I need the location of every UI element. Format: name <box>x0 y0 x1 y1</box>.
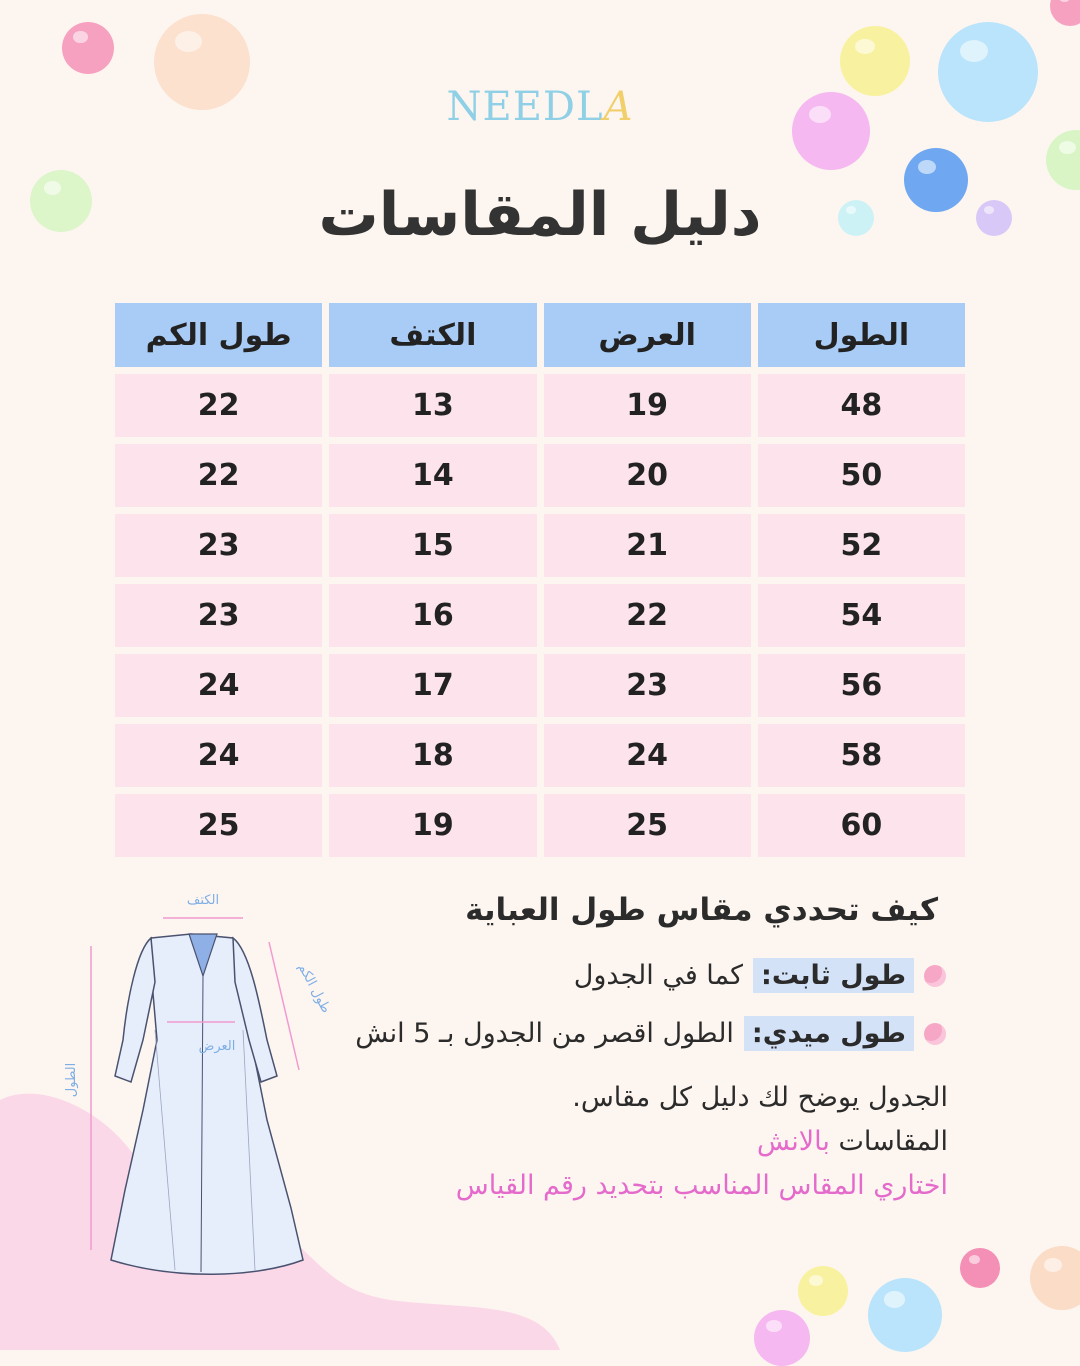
table-cell: 19 <box>544 374 751 437</box>
table-cell: 14 <box>329 444 536 507</box>
table-row <box>115 724 965 787</box>
table-cell: 15 <box>329 514 536 577</box>
decor-bubble <box>62 22 114 74</box>
table-row <box>115 794 965 857</box>
table-cell: 18 <box>329 724 536 787</box>
column-header: الكتف <box>329 303 536 367</box>
table-cell: 20 <box>544 444 751 507</box>
length-label: الطول <box>64 1062 79 1098</box>
midi-length-text: الطول اقصر من الجدول بـ 5 انش <box>355 1018 734 1049</box>
table-cell: 60 <box>758 794 965 857</box>
note-line-2 <box>757 1126 948 1157</box>
table-cell: 22 <box>115 374 322 437</box>
column-header: العرض <box>544 303 751 367</box>
table-cell: 24 <box>115 654 322 717</box>
note-units-highlight: بالانش <box>756 1126 830 1157</box>
note-units-prefix: المقاسات <box>838 1126 948 1157</box>
howto-heading: كيف تحددي مقاس طول العباية <box>465 892 938 928</box>
width-label: العرض <box>198 1039 236 1054</box>
table-cell: 25 <box>544 794 751 857</box>
table-cell: 22 <box>115 444 322 507</box>
midi-length-label: طول ميدي: <box>744 1016 914 1051</box>
table-cell: 19 <box>329 794 536 857</box>
table-cell: 23 <box>115 514 322 577</box>
table-cell: 48 <box>758 374 965 437</box>
note-line-1: الجدول يوضح لك دليل كل مقاس. <box>572 1082 948 1113</box>
table-cell: 21 <box>544 514 751 577</box>
table-cell: 50 <box>758 444 965 507</box>
decor-bubble <box>1050 0 1080 26</box>
decor-bubble <box>868 1278 942 1352</box>
decor-bubble <box>960 1248 1000 1288</box>
fixed-length-text: كما في الجدول <box>573 960 744 991</box>
table-cell: 22 <box>544 584 751 647</box>
fixed-length-label: طول ثابت: <box>753 958 914 993</box>
shoulder-label: الكتف <box>186 893 220 908</box>
page-title: دليل المقاسات <box>318 180 762 250</box>
table-header-row <box>115 303 965 367</box>
brand-logo: NEEDLA <box>446 84 634 130</box>
column-header: الطول <box>758 303 965 367</box>
bullet-icon <box>924 1023 946 1045</box>
decor-bubble <box>1030 1246 1080 1310</box>
table-cell: 52 <box>758 514 965 577</box>
fixed-length-option <box>574 958 946 993</box>
table-row <box>115 444 965 507</box>
table-cell: 23 <box>544 654 751 717</box>
table-row <box>115 514 965 577</box>
table-cell: 13 <box>329 374 536 437</box>
table-row <box>115 654 965 717</box>
table-cell: 24 <box>544 724 751 787</box>
table-cell: 58 <box>758 724 965 787</box>
decor-bubble <box>754 1310 810 1366</box>
note-line-3: اختاري المقاس المناسب بتحديد رقم القياس <box>455 1170 948 1201</box>
table-cell: 24 <box>115 724 322 787</box>
table-cell: 17 <box>329 654 536 717</box>
table-row <box>115 584 965 647</box>
table-cell: 16 <box>329 584 536 647</box>
bullet-icon <box>924 965 946 987</box>
table-cell: 23 <box>115 584 322 647</box>
midi-length-option <box>355 1016 946 1051</box>
table-row <box>115 374 965 437</box>
table-cell: 56 <box>758 654 965 717</box>
decor-bubble <box>798 1266 848 1316</box>
column-header: طول الكم <box>115 303 322 367</box>
size-table <box>108 296 972 864</box>
abaya-diagram <box>55 890 345 1290</box>
table-cell: 54 <box>758 584 965 647</box>
table-cell: 25 <box>115 794 322 857</box>
sleeve-label: طول الكم <box>294 960 334 1016</box>
